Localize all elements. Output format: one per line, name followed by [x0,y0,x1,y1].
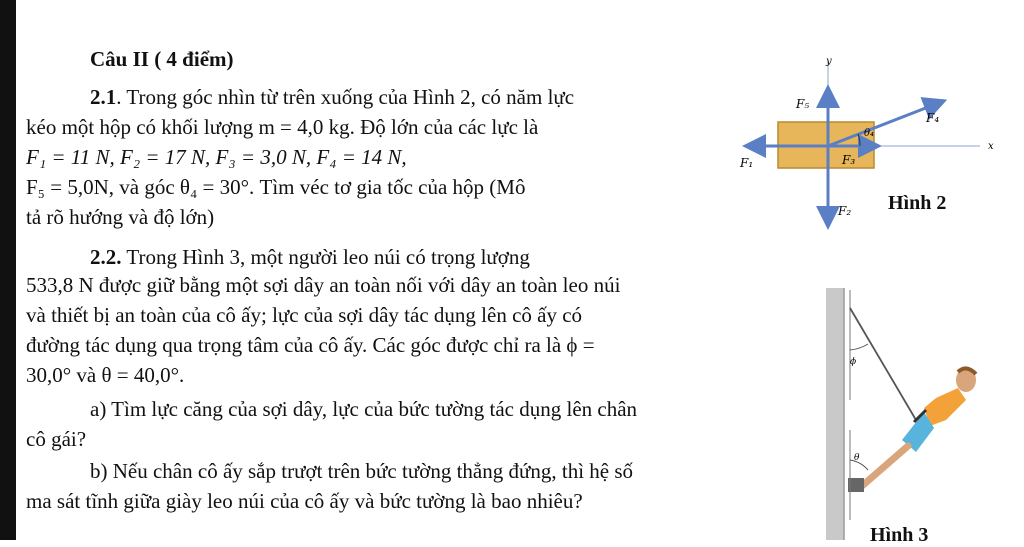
axis-x-label: x [988,141,994,152]
figure-2-force-diagram [730,50,1010,235]
climber-leg [862,446,908,486]
p2-line-3: và thiết bị an toàn của cô ấy; lực của sợi dây tác dụng lên cô ấy có [26,303,583,327]
p2-number: 2.2. [90,245,122,269]
rope [850,308,916,420]
p2-line-1-text: Trong Hình 3, một người leo núi có trọng lượng [121,245,530,269]
figure-3-climber-diagram [816,280,1024,540]
climber-shirt [924,388,966,426]
label-theta: θ [854,453,860,463]
p2-line-4: đường tác dụng qua trọng tâm của cô ấy. Các góc được chỉ ra là ϕ = [26,333,595,357]
label-f5: F₅ [796,97,810,111]
p1-line-4: F₅ = 5,0N, và góc θ₄ = 30°. Tìm véc tơ gia tốc của hộp (Mô [26,175,526,199]
figure-3-caption: Hình 3 [870,524,929,546]
left-edge-bar [0,0,16,540]
axis-y-label: y [826,56,832,67]
p1-number: 2.1 [90,85,117,109]
label-f4: F₄ [926,111,940,125]
p2-question-a-line-1: a) Tìm lực căng của sợi dây, lực của bức tường tác dụng lên chân [90,397,638,421]
p1-line-3: F₁ = 11 N, F₂ = 17 N, F₃ = 3,0 N, F₄ = 14 N, [26,145,407,169]
phi-arc [850,344,868,350]
label-f3: F₃ [842,153,856,167]
label-f2: F₂ [838,204,852,218]
p1-line-1 [90,84,574,110]
label-f1: F₁ [740,156,754,170]
p2-question-b-line-1: b) Nếu chân cô ấy sắp trượt trên bức tường thẳng đứng, thì hệ số [90,459,634,483]
p1-line-1-text: . Trong góc nhìn từ trên xuống của Hình 2, có năm lực [116,85,575,109]
p2-question-b-line-2: ma sát tĩnh giữa giày leo núi của cô ấy và bức tường là bao nhiêu? [26,489,583,513]
p1-line-2: kéo một hộp có khối lượng m = 4,0 kg. Độ lớn của các lực là [26,115,539,139]
question-heading: Câu II ( 4 điểm) [90,47,234,71]
wall [826,288,844,540]
p2-question-a-line-2: cô gái? [26,427,87,451]
p2-line-1 [90,244,530,270]
label-phi: ϕ [850,357,857,367]
p2-line-2: 533,8 N được giữ bằng một sợi dây an toàn nối với dây an toàn leo núi [26,273,621,297]
p1-line-5: tả rõ hướng và độ lớn) [26,205,215,229]
figure-2-caption: Hình 2 [888,192,947,214]
label-theta4: θ₄ [864,128,875,139]
p2-line-5: 30,0° và θ = 40,0°. [26,363,185,387]
